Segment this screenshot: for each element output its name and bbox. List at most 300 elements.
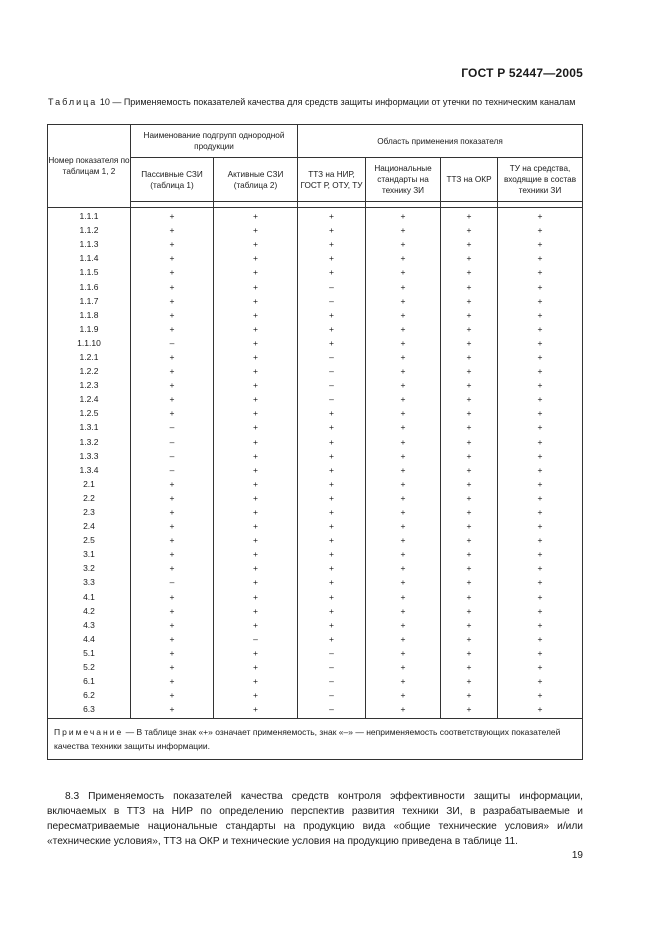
applicability-cell: + xyxy=(366,688,441,702)
applicability-cell: + xyxy=(131,477,214,491)
applicability-cell: + xyxy=(131,208,214,224)
row-number-cell: 1.2.3 xyxy=(48,378,131,392)
table-row xyxy=(48,519,583,533)
applicability-cell: + xyxy=(441,208,498,224)
applicability-cell: + xyxy=(498,265,583,279)
row-number-cell: 4.2 xyxy=(48,604,131,618)
applicability-cell: – xyxy=(298,646,366,660)
applicability-cell: + xyxy=(441,350,498,364)
row-number-cell: 1.3.2 xyxy=(48,435,131,449)
applicability-cell: + xyxy=(298,547,366,561)
applicability-cell: + xyxy=(298,223,366,237)
row-number-cell: 6.3 xyxy=(48,702,131,719)
applicability-cell: + xyxy=(441,294,498,308)
applicability-cell: + xyxy=(498,646,583,660)
applicability-cell: + xyxy=(131,223,214,237)
applicability-cell: + xyxy=(131,533,214,547)
row-number-cell: 3.2 xyxy=(48,561,131,575)
applicability-cell: + xyxy=(214,547,298,561)
row-number-cell: 4.1 xyxy=(48,590,131,604)
applicability-cell: + xyxy=(131,279,214,293)
applicability-cell: + xyxy=(366,378,441,392)
applicability-cell: + xyxy=(298,590,366,604)
row-number-cell: 6.1 xyxy=(48,674,131,688)
applicability-cell: – xyxy=(298,294,366,308)
applicability-cell: + xyxy=(366,308,441,322)
applicability-cell: – xyxy=(131,420,214,434)
applicability-cell: + xyxy=(214,294,298,308)
applicability-cell: + xyxy=(366,604,441,618)
applicability-cell: + xyxy=(441,251,498,265)
applicability-cell: + xyxy=(131,491,214,505)
table-body xyxy=(48,208,583,719)
row-number-cell: 3.1 xyxy=(48,547,131,561)
applicability-cell: + xyxy=(214,322,298,336)
table-note xyxy=(48,719,583,760)
applicability-cell: + xyxy=(298,336,366,350)
table-caption xyxy=(48,96,586,108)
applicability-cell: + xyxy=(366,618,441,632)
applicability-cell: + xyxy=(214,533,298,547)
applicability-cell: + xyxy=(131,378,214,392)
applicability-cell: + xyxy=(441,336,498,350)
applicability-cell: – xyxy=(131,435,214,449)
applicability-cell: + xyxy=(366,364,441,378)
table-row xyxy=(48,561,583,575)
applicability-cell: + xyxy=(298,449,366,463)
applicability-cell: + xyxy=(214,223,298,237)
applicability-cell: + xyxy=(498,702,583,719)
table-row xyxy=(48,378,583,392)
applicability-cell: + xyxy=(131,674,214,688)
applicability-cell: + xyxy=(366,223,441,237)
applicability-cell: + xyxy=(214,336,298,350)
applicability-cell: + xyxy=(214,575,298,589)
table-row xyxy=(48,237,583,251)
document-code: ГОСТ Р 52447—2005 xyxy=(461,66,583,80)
applicability-cell: + xyxy=(366,533,441,547)
applicability-cell: + xyxy=(131,688,214,702)
applicability-cell: + xyxy=(366,674,441,688)
applicability-cell: + xyxy=(214,491,298,505)
applicability-cell: + xyxy=(131,519,214,533)
applicability-cell: + xyxy=(498,336,583,350)
applicability-cell: + xyxy=(366,463,441,477)
table-row xyxy=(48,463,583,477)
applicability-cell: – xyxy=(298,688,366,702)
row-number-cell: 4.4 xyxy=(48,632,131,646)
table-row xyxy=(48,294,583,308)
applicability-cell: + xyxy=(214,265,298,279)
applicability-cell: + xyxy=(366,420,441,434)
applicability-cell: – xyxy=(131,336,214,350)
row-number-cell: 1.1.7 xyxy=(48,294,131,308)
applicability-cell: + xyxy=(441,688,498,702)
applicability-cell: + xyxy=(214,364,298,378)
applicability-cell: + xyxy=(366,279,441,293)
applicability-cell: – xyxy=(214,632,298,646)
applicability-cell: + xyxy=(131,322,214,336)
applicability-cell: + xyxy=(441,590,498,604)
applicability-cell: + xyxy=(441,674,498,688)
applicability-cell: + xyxy=(498,435,583,449)
table-row xyxy=(48,223,583,237)
applicability-cell: – xyxy=(298,674,366,688)
applicability-cell: + xyxy=(131,364,214,378)
applicability-cell: + xyxy=(498,420,583,434)
applicability-cell: + xyxy=(298,463,366,477)
applicability-cell: + xyxy=(441,561,498,575)
applicability-cell: + xyxy=(441,420,498,434)
table-row xyxy=(48,646,583,660)
caption-text: 10 — Применяемость показателей качества для средств защиты информации от утечки по техническим каналам xyxy=(99,97,576,107)
applicability-cell: + xyxy=(441,265,498,279)
header-ttz-okr: ТТЗ на ОКР xyxy=(441,158,498,202)
applicability-cell: + xyxy=(366,519,441,533)
table-row xyxy=(48,477,583,491)
applicability-cell: + xyxy=(214,308,298,322)
applicability-cell: + xyxy=(298,533,366,547)
applicability-cell: + xyxy=(498,477,583,491)
applicability-cell: + xyxy=(131,308,214,322)
row-number-cell: 1.1.1 xyxy=(48,208,131,224)
applicability-cell: + xyxy=(214,702,298,719)
applicability-cell: + xyxy=(441,449,498,463)
applicability-cell: + xyxy=(298,435,366,449)
applicability-cell: + xyxy=(131,702,214,719)
applicability-cell: + xyxy=(131,505,214,519)
applicability-cell: + xyxy=(498,632,583,646)
row-number-cell: 1.1.5 xyxy=(48,265,131,279)
applicability-cell: + xyxy=(214,505,298,519)
applicability-cell: + xyxy=(498,279,583,293)
applicability-cell: + xyxy=(298,505,366,519)
applicability-cell: + xyxy=(366,477,441,491)
applicability-cell: + xyxy=(298,561,366,575)
table-row xyxy=(48,322,583,336)
applicability-cell: + xyxy=(366,449,441,463)
applicability-cell: + xyxy=(298,322,366,336)
applicability-cell: + xyxy=(298,618,366,632)
applicability-cell: – xyxy=(298,279,366,293)
table-row xyxy=(48,406,583,420)
applicability-cell: + xyxy=(214,420,298,434)
table-row xyxy=(48,350,583,364)
row-number-cell: 1.1.6 xyxy=(48,279,131,293)
applicability-cell: + xyxy=(214,674,298,688)
applicability-cell: + xyxy=(366,350,441,364)
applicability-cell: + xyxy=(131,604,214,618)
applicability-cell: + xyxy=(441,406,498,420)
applicability-cell: + xyxy=(498,491,583,505)
page-number: 19 xyxy=(571,850,583,861)
table-row xyxy=(48,392,583,406)
table-row xyxy=(48,575,583,589)
table-row xyxy=(48,533,583,547)
applicability-cell: + xyxy=(131,590,214,604)
applicability-cell: + xyxy=(441,308,498,322)
applicability-cell: + xyxy=(498,406,583,420)
applicability-cell: + xyxy=(214,561,298,575)
applicability-cell: + xyxy=(214,590,298,604)
applicability-cell: – xyxy=(298,378,366,392)
applicability-cell: + xyxy=(366,632,441,646)
applicability-cell: + xyxy=(366,547,441,561)
applicability-cell: + xyxy=(441,519,498,533)
header-tu: ТУ на средства, входящие в состав техники ЗИ xyxy=(498,158,583,202)
table-row xyxy=(48,435,583,449)
row-number-cell: 1.1.3 xyxy=(48,237,131,251)
row-number-cell: 1.2.4 xyxy=(48,392,131,406)
applicability-cell: + xyxy=(441,632,498,646)
applicability-cell: + xyxy=(498,561,583,575)
table-row xyxy=(48,420,583,434)
applicability-cell: + xyxy=(498,208,583,224)
applicability-cell: + xyxy=(214,208,298,224)
applicability-cell: + xyxy=(498,251,583,265)
applicability-cell: + xyxy=(214,406,298,420)
applicability-cell: + xyxy=(498,590,583,604)
table-row xyxy=(48,674,583,688)
row-number-cell: 1.1.2 xyxy=(48,223,131,237)
applicability-cell: + xyxy=(441,505,498,519)
row-number-cell: 1.1.10 xyxy=(48,336,131,350)
applicability-cell: + xyxy=(131,618,214,632)
applicability-cell: + xyxy=(441,702,498,719)
section-8-3-paragraph: 8.3 Применяемость показателей качества средств контроля эффективности защиты информации, включаемых в ТТЗ на НИР по определению перспектив развития техники ЗИ, в разрабатываемые и пересматриваемые национальные стандарты на продукцию вида «общие технические условия» и/или «технические условия», ТТЗ на ОКР и технические условия на продукцию приведена в таблице 11. xyxy=(47,791,583,847)
applicability-cell: + xyxy=(498,505,583,519)
applicability-cell: + xyxy=(366,265,441,279)
applicability-cell: + xyxy=(366,491,441,505)
applicability-cell: + xyxy=(366,406,441,420)
applicability-cell: + xyxy=(298,519,366,533)
row-number-cell: 2.3 xyxy=(48,505,131,519)
applicability-cell: + xyxy=(366,435,441,449)
applicability-cell: + xyxy=(441,378,498,392)
applicability-cell: + xyxy=(131,547,214,561)
applicability-cell: + xyxy=(366,294,441,308)
applicability-cell: + xyxy=(498,519,583,533)
header-scope: Область применения показателя xyxy=(298,125,583,158)
row-number-cell: 1.3.3 xyxy=(48,449,131,463)
row-number-cell: 1.2.1 xyxy=(48,350,131,364)
applicability-cell: + xyxy=(131,646,214,660)
applicability-cell: + xyxy=(366,505,441,519)
applicability-cell: + xyxy=(366,575,441,589)
applicability-cell: + xyxy=(498,618,583,632)
applicability-cell: – xyxy=(298,702,366,719)
applicability-cell: + xyxy=(214,660,298,674)
applicability-cell: – xyxy=(298,392,366,406)
header-number: Номер показателя по таблицам 1, 2 xyxy=(48,125,131,208)
applicability-cell: + xyxy=(366,561,441,575)
applicability-cell: + xyxy=(366,208,441,224)
applicability-cell: + xyxy=(498,575,583,589)
applicability-cell: – xyxy=(298,364,366,378)
table-row xyxy=(48,660,583,674)
applicability-cell: + xyxy=(498,533,583,547)
row-number-cell: 2.5 xyxy=(48,533,131,547)
applicability-cell: + xyxy=(366,237,441,251)
applicability-cell: + xyxy=(498,237,583,251)
table-row xyxy=(48,208,583,224)
row-number-cell: 1.2.2 xyxy=(48,364,131,378)
table-row xyxy=(48,618,583,632)
applicability-cell: + xyxy=(441,491,498,505)
applicability-cell: + xyxy=(131,237,214,251)
applicability-cell: + xyxy=(441,660,498,674)
applicability-cell: + xyxy=(498,223,583,237)
applicability-cell: – xyxy=(131,575,214,589)
applicability-cell: + xyxy=(498,688,583,702)
header-ttz-nir: ТТЗ на НИР, ГОСТ Р, ОТУ, ТУ xyxy=(298,158,366,202)
applicability-cell: + xyxy=(214,237,298,251)
applicability-cell: + xyxy=(366,646,441,660)
header-passive: Пассивные СЗИ (таблица 1) xyxy=(131,158,214,202)
applicability-cell: + xyxy=(498,364,583,378)
applicability-cell: + xyxy=(298,420,366,434)
applicability-cell: + xyxy=(366,590,441,604)
row-number-cell: 5.1 xyxy=(48,646,131,660)
table-row xyxy=(48,604,583,618)
applicability-cell: + xyxy=(214,646,298,660)
applicability-cell: – xyxy=(131,463,214,477)
applicability-cell: + xyxy=(131,265,214,279)
applicability-cell: + xyxy=(498,322,583,336)
note-word: Примечание xyxy=(54,727,124,738)
table-row xyxy=(48,491,583,505)
applicability-cell: + xyxy=(366,336,441,350)
table-row xyxy=(48,364,583,378)
applicability-cell: + xyxy=(498,463,583,477)
row-number-cell: 1.3.1 xyxy=(48,420,131,434)
applicability-cell: + xyxy=(298,208,366,224)
applicability-cell: + xyxy=(441,604,498,618)
row-number-cell: 1.2.5 xyxy=(48,406,131,420)
applicability-cell: + xyxy=(441,322,498,336)
applicability-cell: + xyxy=(131,294,214,308)
applicability-cell: + xyxy=(298,604,366,618)
table-row xyxy=(48,449,583,463)
applicability-cell: + xyxy=(214,449,298,463)
row-number-cell: 2.1 xyxy=(48,477,131,491)
applicability-cell: + xyxy=(441,364,498,378)
applicability-cell: + xyxy=(298,477,366,491)
applicability-cell: + xyxy=(441,392,498,406)
applicability-cell: + xyxy=(498,674,583,688)
applicability-cell: + xyxy=(214,463,298,477)
applicability-cell: + xyxy=(131,251,214,265)
applicability-cell: + xyxy=(298,308,366,322)
applicability-cell: + xyxy=(131,632,214,646)
applicability-cell: + xyxy=(441,575,498,589)
row-number-cell: 2.4 xyxy=(48,519,131,533)
table-row xyxy=(48,279,583,293)
applicability-cell: + xyxy=(214,435,298,449)
applicability-cell: + xyxy=(298,237,366,251)
applicability-cell: – xyxy=(298,660,366,674)
applicability-cell: + xyxy=(131,561,214,575)
applicability-cell: + xyxy=(298,251,366,265)
row-number-cell: 1.1.4 xyxy=(48,251,131,265)
applicability-cell: + xyxy=(214,618,298,632)
applicability-cell: – xyxy=(131,449,214,463)
applicability-cell: + xyxy=(498,308,583,322)
applicability-cell: + xyxy=(214,519,298,533)
applicability-cell: + xyxy=(441,477,498,491)
applicability-cell: + xyxy=(441,618,498,632)
row-number-cell: 4.3 xyxy=(48,618,131,632)
applicability-cell: + xyxy=(214,477,298,491)
applicability-cell: + xyxy=(366,392,441,406)
applicability-cell: + xyxy=(498,350,583,364)
table-row xyxy=(48,336,583,350)
table-10 xyxy=(47,124,583,760)
applicability-cell: + xyxy=(131,350,214,364)
applicability-cell: + xyxy=(441,646,498,660)
applicability-cell: + xyxy=(498,392,583,406)
applicability-cell: + xyxy=(498,604,583,618)
applicability-cell: + xyxy=(498,378,583,392)
applicability-cell: + xyxy=(366,702,441,719)
applicability-cell: – xyxy=(298,350,366,364)
row-number-cell: 1.1.9 xyxy=(48,322,131,336)
table-row xyxy=(48,547,583,561)
applicability-cell: + xyxy=(298,406,366,420)
row-number-cell: 6.2 xyxy=(48,688,131,702)
table-row xyxy=(48,251,583,265)
applicability-cell: + xyxy=(441,533,498,547)
note-text: — В таблице знак «+» означает применяемость, знак «–» — неприменяемость соответствующих показателей качества техники защиты информации. xyxy=(54,727,561,752)
applicability-cell: + xyxy=(441,279,498,293)
applicability-cell: + xyxy=(441,435,498,449)
applicability-cell: + xyxy=(214,688,298,702)
applicability-cell: + xyxy=(366,251,441,265)
applicability-cell: + xyxy=(214,378,298,392)
header-subgroups: Наименование подгрупп однородной продукции xyxy=(131,125,298,158)
table-row xyxy=(48,688,583,702)
applicability-cell: + xyxy=(441,463,498,477)
applicability-cell: + xyxy=(214,251,298,265)
table-row xyxy=(48,308,583,322)
applicability-cell: + xyxy=(441,547,498,561)
applicability-cell: + xyxy=(441,223,498,237)
table-row xyxy=(48,505,583,519)
table-row xyxy=(48,702,583,719)
applicability-cell: + xyxy=(441,237,498,251)
applicability-cell: + xyxy=(131,406,214,420)
applicability-cell: + xyxy=(131,392,214,406)
applicability-cell: + xyxy=(214,392,298,406)
table-row xyxy=(48,632,583,646)
applicability-cell: + xyxy=(298,632,366,646)
applicability-cell: + xyxy=(498,294,583,308)
applicability-cell: + xyxy=(498,660,583,674)
applicability-cell: + xyxy=(366,660,441,674)
applicability-cell: + xyxy=(131,660,214,674)
applicability-cell: + xyxy=(214,279,298,293)
applicability-cell: + xyxy=(498,547,583,561)
header-active: Активные СЗИ (таблица 2) xyxy=(214,158,298,202)
row-number-cell: 1.3.4 xyxy=(48,463,131,477)
applicability-cell: + xyxy=(366,322,441,336)
row-number-cell: 5.2 xyxy=(48,660,131,674)
applicability-cell: + xyxy=(298,265,366,279)
applicability-cell: + xyxy=(298,491,366,505)
applicability-cell: + xyxy=(298,575,366,589)
applicability-cell: + xyxy=(214,604,298,618)
applicability-cell: + xyxy=(498,449,583,463)
